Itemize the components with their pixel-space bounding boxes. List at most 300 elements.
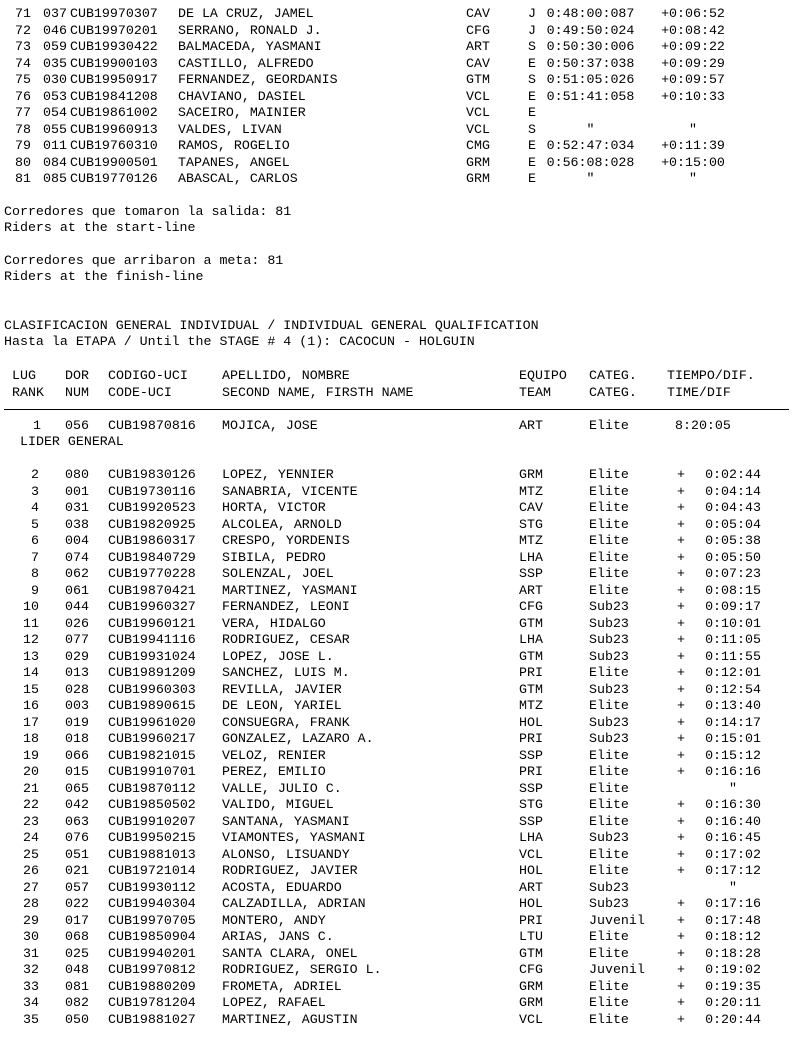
- gc-team-cell: GRM: [519, 467, 543, 482]
- gc-name-cell: ACOSTA, EDUARDO: [222, 879, 342, 895]
- gc-team-cell: MTZ: [519, 483, 543, 499]
- stage-team-cell: VCL: [466, 105, 490, 120]
- stage-name-cell: VALDES, LIVAN: [178, 121, 282, 137]
- stage-categ-cell: J: [528, 22, 536, 38]
- gc-name-cell: VELOZ, RENIER: [222, 747, 326, 763]
- stage-rank-cell: 74: [15, 55, 31, 71]
- gc-row: [0, 946, 800, 963]
- stage-dif-cell: +0:09:29: [661, 55, 725, 71]
- gc-num-cell: 031: [65, 500, 89, 515]
- gc-categ-cell: Sub23: [589, 714, 629, 730]
- stage-rank-cell: 75: [15, 72, 31, 87]
- gc-time-cell: 0:02:44: [705, 467, 761, 482]
- stage-categ-cell: E: [528, 88, 536, 104]
- gc-rank-cell: 20: [23, 764, 39, 779]
- gc-team-cell: VCL: [519, 846, 543, 862]
- gc-name-cell: GONZALEZ, LAZARO A.: [222, 731, 374, 746]
- gc-plus-cell: +: [677, 698, 685, 713]
- gc-row: [0, 484, 800, 501]
- gc-code-cell: CUB19881013: [108, 846, 196, 862]
- gc-team-cell: HOL: [519, 896, 543, 911]
- gc-team-cell: GRM: [519, 995, 543, 1010]
- stage-team-cell: VCL: [466, 121, 490, 137]
- stage-time-cell: 0:51:41:058: [546, 88, 635, 104]
- gc-time-cell: 0:11:05: [705, 632, 761, 647]
- gc-row: [0, 599, 800, 616]
- gc-rank-cell: 24: [23, 830, 39, 845]
- stage-code-cell: CUB19970201: [70, 22, 158, 38]
- gc-code-cell: CUB19931024: [108, 648, 196, 664]
- finish-count-es: Corredores que arribaron a meta: 81: [4, 253, 284, 268]
- stage-num-cell: 035: [43, 55, 67, 71]
- stage-num-cell: 054: [43, 105, 67, 120]
- gc-code-cell: CUB19820925: [108, 516, 196, 532]
- gc-code-cell: CUB19850502: [108, 797, 196, 812]
- gc-plus-cell: +: [677, 912, 685, 928]
- leader-code: CUB19870816: [108, 418, 196, 433]
- gc-categ-cell: Elite: [589, 995, 629, 1010]
- stage-name-cell: BALMACEDA, YASMANI: [178, 39, 322, 54]
- stage-team-cell: VCL: [466, 88, 490, 104]
- gc-row: [0, 715, 800, 732]
- gc-name-cell: VALLE, JULIO C.: [222, 780, 342, 796]
- stage-dif-cell: +0:15:00: [661, 154, 725, 170]
- gc-categ-cell: Elite: [589, 566, 629, 581]
- gc-categ-cell: Sub23: [589, 731, 629, 746]
- gc-name-cell: REVILLA, JAVIER: [222, 681, 342, 697]
- gc-code-cell: CUB19970812: [108, 962, 196, 977]
- gc-num-cell: 028: [65, 681, 89, 697]
- gc-team-cell: CFG: [519, 962, 543, 977]
- gc-row: [0, 731, 800, 748]
- gc-time-cell: 0:12:01: [705, 665, 761, 680]
- gc-name-cell: HORTA, VICTOR: [222, 500, 326, 515]
- gc-rank-cell: 12: [23, 632, 39, 647]
- stage-dif-cell: +0:10:33: [661, 88, 725, 104]
- stage-code-cell: CUB19841208: [70, 88, 158, 104]
- gc-time-cell: 0:15:12: [705, 747, 761, 763]
- col-time-header-en: TIME/DIF: [667, 384, 731, 400]
- stage-num-cell: 046: [43, 22, 67, 38]
- stage-team-cell: CAV: [466, 6, 490, 21]
- stage-rank-cell: 78: [15, 121, 31, 137]
- stage-categ-cell: S: [528, 121, 536, 137]
- gc-num-cell: 081: [65, 978, 89, 994]
- gc-plus-cell: +: [677, 1011, 685, 1027]
- gc-name-cell: LOPEZ, JOSE L.: [222, 648, 334, 664]
- gc-code-cell: CUB19940304: [108, 896, 196, 911]
- gc-team-cell: CAV: [519, 500, 543, 515]
- stage-num-cell: 011: [43, 138, 67, 153]
- stage-team-cell: CAV: [466, 55, 490, 71]
- gc-plus-cell: +: [677, 863, 685, 878]
- stage-name-cell: CASTILLO, ALFREDO: [178, 55, 314, 71]
- gc-categ-cell: Elite: [589, 978, 629, 994]
- gc-rank-cell: 5: [31, 516, 39, 532]
- stage-code-cell: CUB19900501: [70, 154, 158, 170]
- header-divider: [4, 409, 789, 410]
- gc-rank-cell: 29: [23, 912, 39, 928]
- stage-code-cell: CUB19970307: [70, 6, 158, 21]
- stage-categ-cell: E: [528, 138, 536, 153]
- gc-code-cell: CUB19891209: [108, 665, 196, 680]
- gc-num-cell: 026: [65, 615, 89, 631]
- gc-categ-cell: Sub23: [589, 648, 629, 664]
- stage-row: [0, 138, 800, 155]
- gc-num-cell: 066: [65, 747, 89, 763]
- gc-team-cell: MTZ: [519, 698, 543, 713]
- stage-name-cell: SACEIRO, MAINIER: [178, 105, 306, 120]
- gc-name-cell: SANTA CLARA, ONEL: [222, 945, 358, 961]
- gc-num-cell: 021: [65, 863, 89, 878]
- gc-row: [0, 583, 800, 600]
- gc-num-cell: 051: [65, 846, 89, 862]
- gc-plus-cell: +: [677, 731, 685, 746]
- gc-code-cell: CUB19890615: [108, 698, 196, 713]
- stage-dif-cell: +0:08:42: [661, 22, 725, 38]
- gc-num-cell: 018: [65, 731, 89, 746]
- gc-plus-cell: +: [677, 978, 685, 994]
- stage-row: [0, 6, 800, 23]
- gc-rank-cell: 9: [31, 582, 39, 598]
- gc-team-cell: STG: [519, 516, 543, 532]
- gc-row: [0, 962, 800, 979]
- gc-categ-cell: Elite: [589, 549, 629, 565]
- gc-categ-cell: Elite: [589, 582, 629, 598]
- gc-name-cell: RODRIGUEZ, SERGIO L.: [222, 962, 382, 977]
- stage-dif-cell: ": [689, 171, 697, 186]
- gc-categ-cell: Juvenil: [589, 912, 645, 928]
- gc-row: [0, 616, 800, 633]
- gc-team-cell: STG: [519, 797, 543, 812]
- gc-categ-cell: Elite: [589, 467, 629, 482]
- gc-code-cell: CUB19941116: [108, 632, 196, 647]
- gc-num-cell: 074: [65, 549, 89, 565]
- gc-time-cell: 0:17:02: [705, 846, 761, 862]
- stage-team-cell: CMG: [466, 138, 490, 153]
- stage-time-cell: 0:51:05:026: [546, 72, 635, 87]
- gc-team-cell: MTZ: [519, 533, 543, 548]
- gc-time-cell: 0:19:35: [705, 978, 761, 994]
- gc-categ-cell: Elite: [589, 846, 629, 862]
- gc-time-cell: 0:16:40: [705, 813, 761, 829]
- gc-time-cell: 0:20:11: [705, 995, 761, 1010]
- gc-name-cell: CRESPO, YORDENIS: [222, 533, 350, 548]
- gc-rank-cell: 31: [23, 945, 39, 961]
- gc-team-cell: PRI: [519, 665, 543, 680]
- stage-time-cell: 0:48:00:087: [546, 6, 635, 21]
- gc-num-cell: 065: [65, 780, 89, 796]
- gc-name-cell: FROMETA, ADRIEL: [222, 978, 342, 994]
- leader-row: [0, 418, 800, 435]
- stage-code-cell: CUB19950917: [70, 72, 158, 87]
- gc-num-cell: 038: [65, 516, 89, 532]
- gc-time-cell: 0:05:50: [705, 549, 761, 565]
- gc-rank-cell: 23: [23, 813, 39, 829]
- gc-time-cell: 0:17:48: [705, 912, 761, 928]
- gc-categ-cell: Elite: [589, 929, 629, 944]
- gc-name-cell: SANABRIA, VICENTE: [222, 483, 358, 499]
- gc-team-cell: ART: [519, 879, 543, 895]
- gc-rank-cell: 35: [23, 1011, 39, 1027]
- col-code-header-en: CODE-UCI: [108, 384, 172, 400]
- gc-time-cell: 0:16:16: [705, 764, 761, 779]
- stage-name-cell: SERRANO, RONALD J.: [178, 22, 322, 38]
- gc-num-cell: 022: [65, 896, 89, 911]
- stage-name-cell: CHAVIANO, DASIEL: [178, 88, 306, 104]
- gc-num-cell: 082: [65, 995, 89, 1010]
- finish-count-en: Riders at the finish-line: [4, 269, 204, 284]
- gc-name-cell: FERNANDEZ, LEONI: [222, 599, 350, 614]
- gc-code-cell: CUB19860317: [108, 533, 196, 548]
- gc-code-cell: CUB19840729: [108, 549, 196, 565]
- gc-row: [0, 698, 800, 715]
- gc-time-cell: ": [729, 879, 737, 895]
- gc-team-cell: HOL: [519, 714, 543, 730]
- gc-row: [0, 814, 800, 831]
- gc-categ-cell: Elite: [589, 813, 629, 829]
- gc-time-cell: 0:16:30: [705, 797, 761, 812]
- stage-rank-cell: 76: [15, 88, 31, 104]
- stage-team-cell: CFG: [466, 22, 490, 38]
- gc-time-cell: 0:12:54: [705, 681, 761, 697]
- gc-categ-cell: Sub23: [589, 830, 629, 845]
- gc-categ-cell: Elite: [589, 516, 629, 532]
- gc-num-cell: 019: [65, 714, 89, 730]
- gc-team-cell: GTM: [519, 615, 543, 631]
- stage-rank-cell: 79: [15, 138, 31, 153]
- stage-rank-cell: 77: [15, 105, 31, 120]
- gc-code-cell: CUB19910701: [108, 764, 196, 779]
- gc-rank-cell: 2: [31, 467, 39, 482]
- stage-team-cell: ART: [466, 39, 490, 54]
- gc-rank-cell: 19: [23, 747, 39, 763]
- gc-time-cell: 0:16:45: [705, 830, 761, 845]
- gc-title: CLASIFICACION GENERAL INDIVIDUAL / INDIVIDUAL GENERAL QUALIFICATION: [4, 318, 539, 333]
- stage-categ-cell: J: [528, 6, 536, 21]
- gc-code-cell: CUB19930112: [108, 879, 196, 895]
- gc-categ-cell: Elite: [589, 665, 629, 680]
- gc-code-cell: CUB19910207: [108, 813, 196, 829]
- stage-dif-cell: +0:09:22: [661, 39, 725, 54]
- gc-categ-cell: Elite: [589, 1011, 629, 1027]
- gc-code-cell: CUB19880209: [108, 978, 196, 994]
- gc-team-cell: ART: [519, 582, 543, 598]
- col-team-header-en: TEAM: [519, 384, 551, 400]
- gc-row: [0, 566, 800, 583]
- gc-team-cell: SSP: [519, 780, 543, 796]
- gc-categ-cell: Sub23: [589, 599, 629, 614]
- gc-row: [0, 830, 800, 847]
- gc-rank-cell: 34: [23, 995, 39, 1010]
- gc-plus-cell: +: [677, 599, 685, 614]
- gc-code-cell: CUB19960303: [108, 681, 196, 697]
- gc-code-cell: CUB19960217: [108, 731, 196, 746]
- gc-num-cell: 062: [65, 566, 89, 581]
- gc-time-cell: 0:13:40: [705, 698, 761, 713]
- gc-plus-cell: +: [677, 615, 685, 631]
- gc-categ-cell: Elite: [589, 797, 629, 812]
- gc-categ-cell: Sub23: [589, 632, 629, 647]
- gc-time-cell: 0:08:15: [705, 582, 761, 598]
- gc-rank-cell: 21: [23, 780, 39, 796]
- gc-plus-cell: +: [677, 665, 685, 680]
- gc-categ-cell: Elite: [589, 500, 629, 515]
- gc-plus-cell: +: [677, 896, 685, 911]
- gc-code-cell: CUB19870421: [108, 582, 196, 598]
- gc-code-cell: CUB19830126: [108, 467, 196, 482]
- gc-plus-cell: +: [677, 846, 685, 862]
- gc-team-cell: SSP: [519, 747, 543, 763]
- gc-num-cell: 015: [65, 764, 89, 779]
- gc-code-cell: CUB19960327: [108, 599, 196, 614]
- gc-time-cell: 0:14:17: [705, 714, 761, 730]
- stage-categ-cell: E: [528, 55, 536, 71]
- gc-code-cell: CUB19730116: [108, 483, 196, 499]
- start-count-en: Riders at the start-line: [4, 220, 196, 235]
- stage-time-cell: ": [586, 121, 595, 137]
- leader-rank: 1: [33, 418, 41, 433]
- gc-name-cell: SOLENZAL, JOEL: [222, 566, 334, 581]
- gc-code-cell: CUB19961020: [108, 714, 196, 730]
- gc-categ-cell: Sub23: [589, 681, 629, 697]
- gc-name-cell: RODRIGUEZ, JAVIER: [222, 863, 358, 878]
- gc-plus-cell: +: [677, 632, 685, 647]
- leader-name: MOJICA, JOSE: [222, 418, 318, 433]
- col-time-header: TIEMPO/DIF.: [667, 368, 755, 383]
- gc-time-cell: 0:04:43: [705, 500, 761, 515]
- gc-team-cell: GTM: [519, 681, 543, 697]
- gc-code-cell: CUB19821015: [108, 747, 196, 763]
- gc-num-cell: 077: [65, 632, 89, 647]
- gc-plus-cell: +: [677, 582, 685, 598]
- gc-name-cell: VERA, HIDALGO: [222, 615, 326, 631]
- stage-code-cell: CUB19760310: [70, 138, 158, 153]
- gc-code-cell: CUB19920523: [108, 500, 196, 515]
- stage-num-cell: 085: [43, 171, 67, 186]
- gc-code-cell: CUB19850904: [108, 929, 196, 944]
- gc-team-cell: GTM: [519, 648, 543, 664]
- gc-rank-cell: 27: [23, 879, 39, 895]
- stage-row: [0, 23, 800, 40]
- gc-name-cell: PEREZ, EMILIO: [222, 764, 326, 779]
- gc-row: [0, 748, 800, 765]
- gc-rank-cell: 28: [23, 896, 39, 911]
- stage-num-cell: 053: [43, 88, 67, 104]
- stage-time-cell: 0:50:30:006: [546, 39, 635, 54]
- gc-name-cell: CALZADILLA, ADRIAN: [222, 896, 366, 911]
- gc-plus-cell: +: [677, 566, 685, 581]
- gc-rank-cell: 32: [23, 962, 39, 977]
- gc-num-cell: 001: [65, 483, 89, 499]
- gc-num-cell: 044: [65, 599, 89, 614]
- gc-row: [0, 649, 800, 666]
- gc-rank-cell: 11: [23, 615, 39, 631]
- stage-name-cell: DE LA CRUZ, JAMEL: [178, 6, 314, 21]
- gc-time-cell: ": [729, 780, 737, 796]
- gc-plus-cell: +: [677, 995, 685, 1010]
- stage-time-cell: ": [586, 171, 595, 186]
- col-name-header: APELLIDO, NOMBRE: [222, 368, 350, 383]
- gc-time-cell: 0:17:12: [705, 863, 761, 878]
- gc-plus-cell: +: [677, 681, 685, 697]
- gc-categ-cell: Sub23: [589, 615, 629, 631]
- gc-plus-cell: +: [677, 483, 685, 499]
- gc-rank-cell: 33: [23, 978, 39, 994]
- gc-team-cell: LHA: [519, 830, 543, 845]
- col-rank-header-en: RANK: [12, 384, 44, 400]
- stage-num-cell: 059: [43, 39, 67, 54]
- leader-label: LIDER GENERAL: [20, 434, 124, 449]
- stage-rank-cell: 71: [15, 6, 31, 21]
- stage-code-cell: CUB19861002: [70, 105, 158, 120]
- gc-plus-cell: +: [677, 945, 685, 961]
- gc-name-cell: VALIDO, MIGUEL: [222, 797, 334, 812]
- gc-rank-cell: 18: [23, 731, 39, 746]
- gc-row: [0, 929, 800, 946]
- stage-row: [0, 171, 800, 188]
- gc-num-cell: 063: [65, 813, 89, 829]
- gc-name-cell: SIBILA, PEDRO: [222, 549, 326, 565]
- gc-header-row-es: [0, 368, 800, 385]
- gc-num-cell: 057: [65, 879, 89, 895]
- gc-time-cell: 0:09:17: [705, 599, 761, 614]
- gc-plus-cell: +: [677, 533, 685, 548]
- gc-categ-cell: Elite: [589, 483, 629, 499]
- stage-categ-cell: S: [528, 72, 536, 87]
- gc-rank-cell: 25: [23, 846, 39, 862]
- gc-row: [0, 863, 800, 880]
- gc-rank-cell: 15: [23, 681, 39, 697]
- gc-plus-cell: +: [677, 813, 685, 829]
- gc-num-cell: 017: [65, 912, 89, 928]
- gc-name-cell: ALCOLEA, ARNOLD: [222, 516, 342, 532]
- gc-categ-cell: Sub23: [589, 896, 629, 911]
- gc-rank-cell: 13: [23, 648, 39, 664]
- gc-categ-cell: Elite: [589, 764, 629, 779]
- gc-team-cell: LHA: [519, 549, 543, 565]
- gc-num-cell: 050: [65, 1011, 89, 1027]
- gc-time-cell: 0:15:01: [705, 731, 761, 746]
- gc-subtitle: Hasta la ETAPA / Until the STAGE # 4 (1): CACOCUN - HOLGUIN: [4, 334, 475, 349]
- stage-time-cell: 0:49:50:024: [546, 22, 635, 38]
- gc-name-cell: ALONSO, LISUANDY: [222, 846, 350, 862]
- gc-name-cell: MARTINEZ, YASMANI: [222, 582, 358, 598]
- stage-categ-cell: S: [528, 39, 536, 54]
- gc-code-cell: CUB19940201: [108, 945, 196, 961]
- col-rank-header: LUG: [12, 368, 36, 383]
- gc-team-cell: PRI: [519, 912, 543, 928]
- stage-team-cell: GRM: [466, 171, 490, 186]
- gc-num-cell: 003: [65, 698, 89, 713]
- stage-row: [0, 39, 800, 56]
- stage-row: [0, 105, 800, 122]
- gc-code-cell: CUB19770228: [108, 566, 196, 581]
- col-categ-header: CATEG.: [589, 368, 637, 383]
- gc-row: [0, 781, 800, 798]
- gc-plus-cell: +: [677, 516, 685, 532]
- stage-num-cell: 030: [43, 72, 67, 87]
- stage-row: [0, 122, 800, 139]
- gc-name-cell: MARTINEZ, AGUSTIN: [222, 1011, 358, 1027]
- gc-code-cell: CUB19950215: [108, 830, 196, 845]
- stage-row: [0, 89, 800, 106]
- gc-num-cell: 048: [65, 962, 89, 977]
- gc-time-cell: 0:18:28: [705, 945, 761, 961]
- col-team-header: EQUIPO: [519, 368, 567, 383]
- gc-rank-cell: 10: [23, 599, 39, 614]
- leader-categ: Elite: [589, 418, 629, 433]
